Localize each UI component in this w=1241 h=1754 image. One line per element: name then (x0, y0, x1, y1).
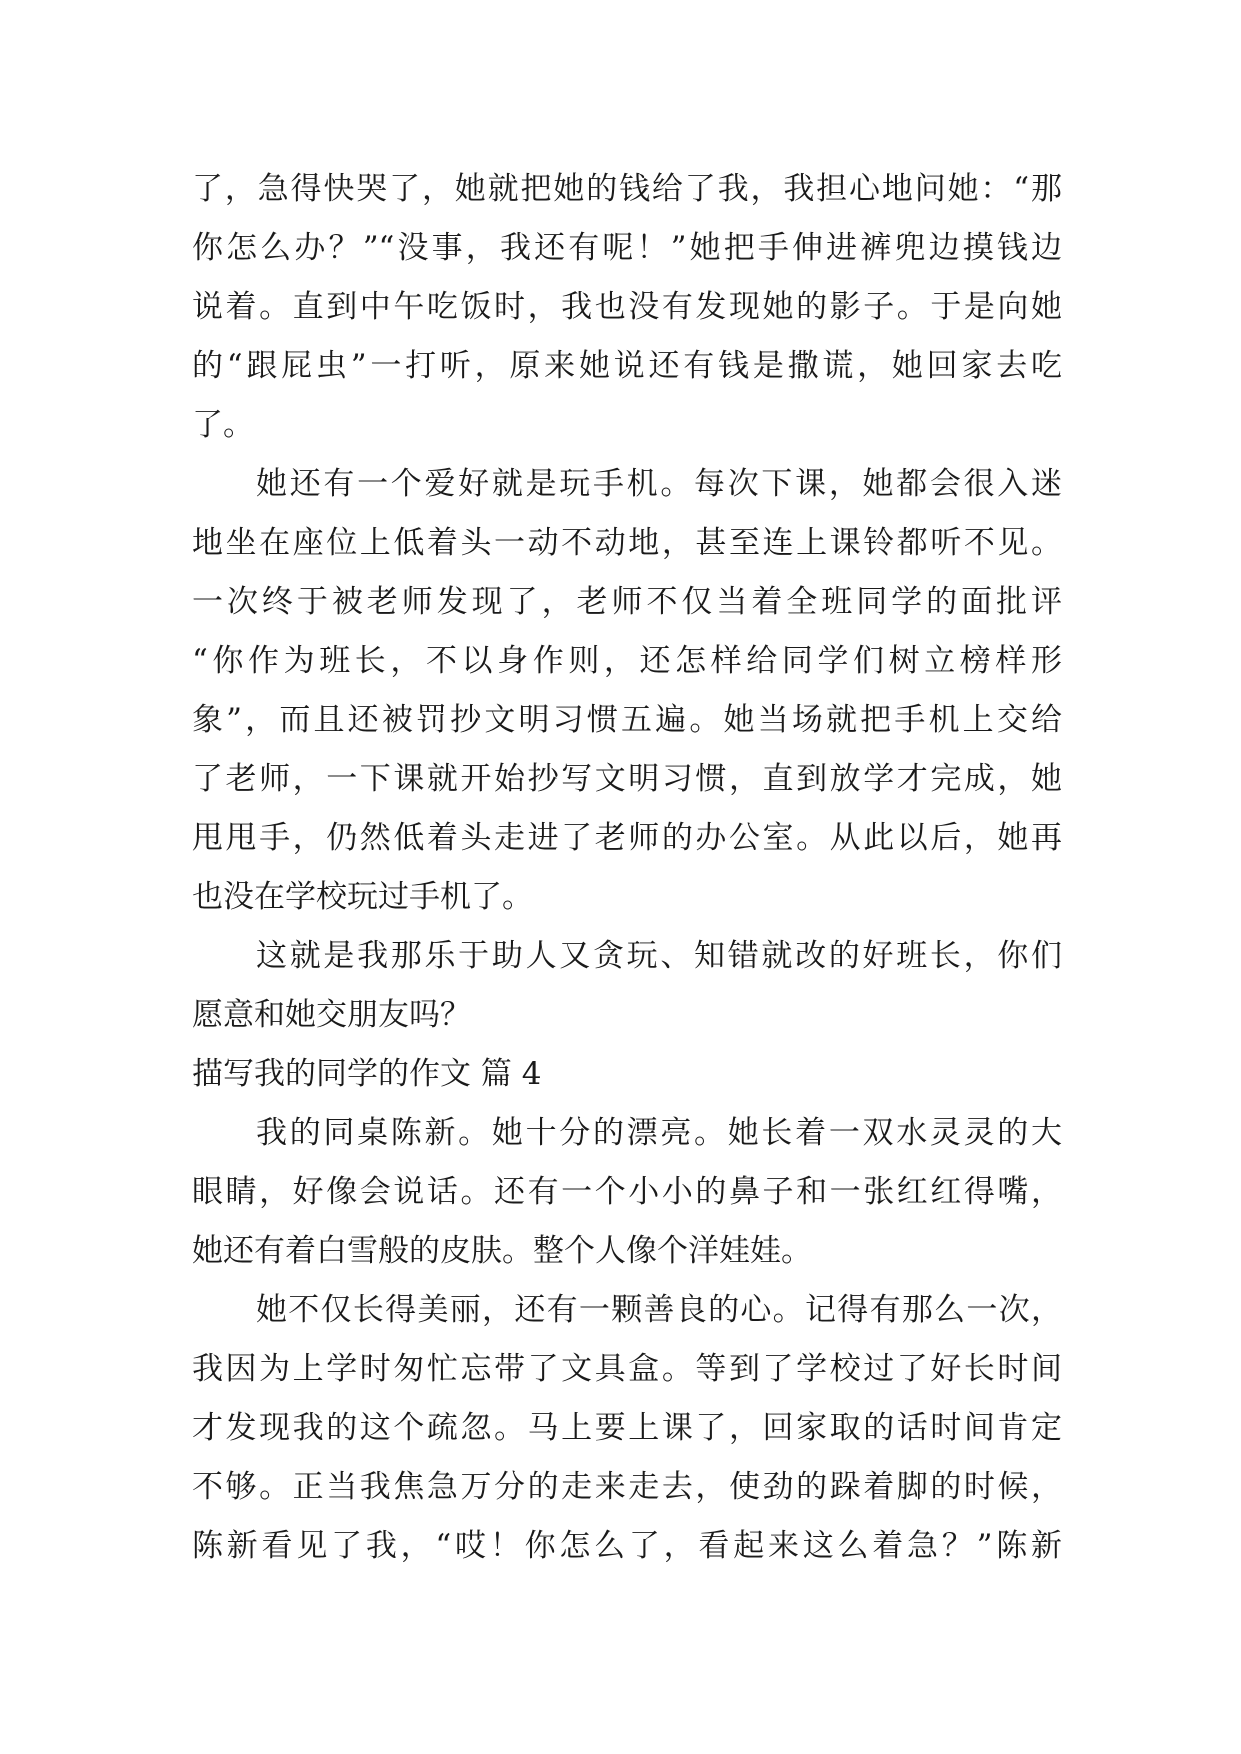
text-line: 了老师，一下课就开始抄写文明习惯，直到放学才完成，她 (192, 761, 1062, 797)
text-line: 才发现我的这个疏忽。马上要上课了，回家取的话时间肯定 (192, 1410, 1062, 1446)
text-line: 她还有一个爱好就是玩手机。每次下课，她都会很入迷 (256, 466, 1062, 502)
text-line: 你怎么办？”“没事，我还有呢！”她把手伸进裤兜边摸钱边 (192, 230, 1062, 266)
text-line: 愿意和她交朋友吗？ (192, 997, 471, 1033)
text-line: 了，急得快哭了，她就把她的钱给了我，我担心地问她：“那 (192, 171, 1062, 207)
text-line: 的“跟屁虫”一打听，原来她说还有钱是撒谎，她回家去吃 (192, 348, 1062, 384)
text-line: 甩甩手，仍然低着头走进了老师的办公室。从此以后，她再 (192, 820, 1062, 856)
paragraph (192, 1104, 1062, 1281)
text-line: 这就是我那乐于助人又贪玩、知错就改的好班长，你们 (256, 938, 1062, 974)
essay-body (192, 160, 1062, 1576)
text-line: 眼睛，好像会说话。还有一个小小的鼻子和一张红红得嘴， (192, 1174, 1062, 1210)
paragraph (192, 927, 1062, 1045)
text-line: 地坐在座位上低着头一动不动地，甚至连上课铃都听不见。 (192, 525, 1062, 561)
paragraph (192, 160, 1062, 455)
paragraph (192, 455, 1062, 927)
text-line: 一次终于被老师发现了，老师不仅当着全班同学的面批评 (192, 584, 1062, 620)
text-line: 不够。正当我焦急万分的走来走去，使劲的跺着脚的时候， (192, 1469, 1062, 1505)
text-line: 陈新看见了我，“哎！你怎么了，看起来这么着急？”陈新 (192, 1528, 1062, 1564)
section-heading: 描写我的同学的作文 篇 4 (192, 1056, 542, 1092)
text-line: 说着。直到中午吃饭时，我也没有发现她的影子。于是向她 (192, 289, 1062, 325)
paragraph (192, 1281, 1062, 1576)
text-line: “你作为班长，不以身作则，还怎样给同学们树立榜样形 (192, 643, 1062, 679)
text-line: 我的同桌陈新。她十分的漂亮。她长着一双水灵灵的大 (256, 1115, 1062, 1151)
text-line: 也没在学校玩过手机了。 (192, 879, 533, 915)
text-line: 她还有着白雪般的皮肤。整个人像个洋娃娃。 (192, 1233, 812, 1269)
text-line: 她不仅长得美丽，还有一颗善良的心。记得有那么一次， (256, 1292, 1062, 1328)
text-line: 象”，而且还被罚抄文明习惯五遍。她当场就把手机上交给 (192, 702, 1062, 738)
text-line: 了。 (192, 407, 254, 443)
text-line: 我因为上学时匆忙忘带了文具盒。等到了学校过了好长时间 (192, 1351, 1062, 1387)
